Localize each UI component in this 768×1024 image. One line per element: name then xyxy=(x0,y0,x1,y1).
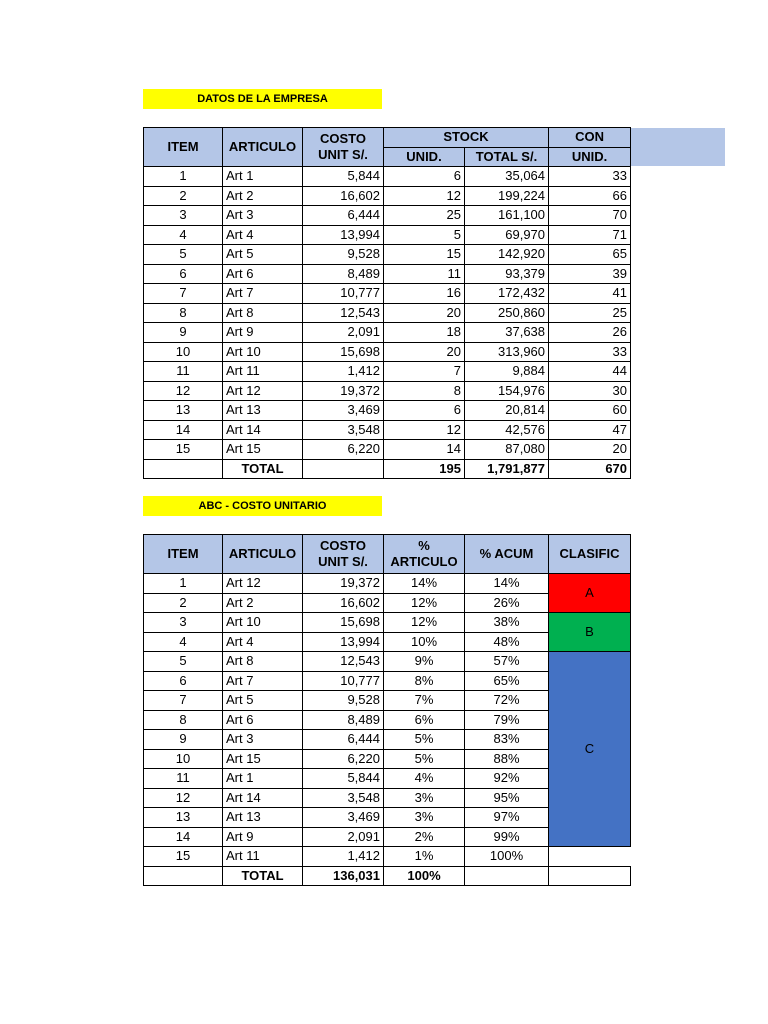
cell-item: 4 xyxy=(144,225,223,245)
cell-articulo: Art 4 xyxy=(223,225,303,245)
cell-item: 12 xyxy=(144,788,223,808)
cell-stock-unid: 6 xyxy=(384,401,465,421)
header-clasific: CLASIFIC xyxy=(549,535,631,574)
cell-pct-articulo: 2% xyxy=(384,827,465,847)
cell-costo: 6,220 xyxy=(303,749,384,769)
header-costo: COSTO UNIT S/. xyxy=(303,128,384,167)
cell-costo: 12,543 xyxy=(303,652,384,672)
cell-articulo: Art 2 xyxy=(223,593,303,613)
cell-empty xyxy=(144,459,223,479)
cell-acum: 92% xyxy=(465,769,549,789)
cell-pct-articulo: 10% xyxy=(384,632,465,652)
cell-costo: 12,543 xyxy=(303,303,384,323)
cell-articulo: Art 14 xyxy=(223,788,303,808)
cell-stock-total: 42,576 xyxy=(465,420,549,440)
cell-con-unid: 20 xyxy=(549,440,631,460)
total-total: 1,791,877 xyxy=(465,459,549,479)
cell-pct-articulo: 12% xyxy=(384,613,465,633)
header-articulo: ARTICULO xyxy=(223,128,303,167)
cell-pct-articulo: 3% xyxy=(384,788,465,808)
cell-acum: 97% xyxy=(465,808,549,828)
cell-con-unid: 65 xyxy=(549,245,631,265)
cell-articulo: Art 7 xyxy=(223,671,303,691)
cell-costo: 2,091 xyxy=(303,323,384,343)
table-row xyxy=(144,323,631,343)
cell-acum: 88% xyxy=(465,749,549,769)
cell-item: 1 xyxy=(144,574,223,594)
cell-stock-total: 250,860 xyxy=(465,303,549,323)
table-row xyxy=(144,362,631,382)
cell-item: 9 xyxy=(144,323,223,343)
cell-stock-total: 199,224 xyxy=(465,186,549,206)
cell-pct-articulo: 5% xyxy=(384,730,465,750)
cell-stock-total: 87,080 xyxy=(465,440,549,460)
cell-articulo: Art 9 xyxy=(223,827,303,847)
cell-con-unid: 33 xyxy=(549,167,631,187)
cell-pct-articulo: 7% xyxy=(384,691,465,711)
datos-empresa-table xyxy=(143,127,631,479)
header-stock: STOCK xyxy=(384,128,549,148)
cell-item: 3 xyxy=(144,206,223,226)
table-row xyxy=(144,381,631,401)
cell-con-unid: 33 xyxy=(549,342,631,362)
cell-con-unid: 41 xyxy=(549,284,631,304)
cell-articulo: Art 10 xyxy=(223,613,303,633)
total-con-unid: 670 xyxy=(549,459,631,479)
cell-costo: 19,372 xyxy=(303,381,384,401)
cell-acum: 83% xyxy=(465,730,549,750)
cell-articulo: Art 9 xyxy=(223,323,303,343)
cell-articulo: Art 2 xyxy=(223,186,303,206)
cell-empty xyxy=(549,866,631,886)
table-row xyxy=(144,342,631,362)
cell-stock-total: 142,920 xyxy=(465,245,549,265)
cell-costo: 19,372 xyxy=(303,574,384,594)
cell-item: 3 xyxy=(144,613,223,633)
cell-item: 11 xyxy=(144,769,223,789)
cell-empty xyxy=(465,866,549,886)
cell-con-unid: 66 xyxy=(549,186,631,206)
cell-acum: 99% xyxy=(465,827,549,847)
cell-pct-articulo: 14% xyxy=(384,574,465,594)
header-acum: % ACUM xyxy=(465,535,549,574)
cell-stock-unid: 6 xyxy=(384,167,465,187)
cell-con-unid: 44 xyxy=(549,362,631,382)
cell-articulo: Art 3 xyxy=(223,730,303,750)
cell-stock-unid: 12 xyxy=(384,420,465,440)
header-item: ITEM xyxy=(144,128,223,167)
cell-stock-total: 20,814 xyxy=(465,401,549,421)
class-cell-c: C xyxy=(549,652,631,847)
total-row xyxy=(144,459,631,479)
cell-acum: 79% xyxy=(465,710,549,730)
cell-costo: 15,698 xyxy=(303,342,384,362)
cell-articulo: Art 5 xyxy=(223,691,303,711)
cell-acum: 72% xyxy=(465,691,549,711)
cell-costo: 6,444 xyxy=(303,730,384,750)
cell-costo: 5,844 xyxy=(303,769,384,789)
cell-articulo: Art 7 xyxy=(223,284,303,304)
cell-item: 14 xyxy=(144,827,223,847)
cell-pct-articulo: 8% xyxy=(384,671,465,691)
abc-costo-table xyxy=(143,534,631,886)
cell-con-unid: 70 xyxy=(549,206,631,226)
cell-item: 10 xyxy=(144,342,223,362)
cell-item: 13 xyxy=(144,401,223,421)
cell-item: 14 xyxy=(144,420,223,440)
cell-item: 4 xyxy=(144,632,223,652)
table-row xyxy=(144,613,631,633)
cell-stock-total: 35,064 xyxy=(465,167,549,187)
cell-articulo: Art 12 xyxy=(223,574,303,594)
cell-stock-unid: 7 xyxy=(384,362,465,382)
table-row xyxy=(144,401,631,421)
cell-stock-unid: 20 xyxy=(384,303,465,323)
cell-con-unid: 39 xyxy=(549,264,631,284)
cell-item: 15 xyxy=(144,440,223,460)
cell-con-unid: 25 xyxy=(549,303,631,323)
cell-articulo: Art 8 xyxy=(223,303,303,323)
header-con-unid: UNID. xyxy=(549,147,631,167)
cell-stock-unid: 18 xyxy=(384,323,465,343)
class-cell-a: A xyxy=(549,574,631,613)
cell-stock-unid: 5 xyxy=(384,225,465,245)
con-header-extension xyxy=(629,128,725,166)
cell-item: 13 xyxy=(144,808,223,828)
cell-item: 5 xyxy=(144,245,223,265)
cell-articulo: Art 15 xyxy=(223,749,303,769)
cell-stock-unid: 12 xyxy=(384,186,465,206)
cell-costo: 9,528 xyxy=(303,691,384,711)
table-row xyxy=(144,186,631,206)
total-unid: 195 xyxy=(384,459,465,479)
cell-costo: 13,994 xyxy=(303,225,384,245)
header-pct-articulo: % ARTICULO xyxy=(384,535,465,574)
total-label: TOTAL xyxy=(223,459,303,479)
cell-item: 11 xyxy=(144,362,223,382)
table-row xyxy=(144,847,631,867)
cell-articulo: Art 14 xyxy=(223,420,303,440)
cell-item: 9 xyxy=(144,730,223,750)
cell-acum: 26% xyxy=(465,593,549,613)
cell-item: 15 xyxy=(144,847,223,867)
table-row xyxy=(144,245,631,265)
cell-acum: 65% xyxy=(465,671,549,691)
cell-costo: 8,489 xyxy=(303,264,384,284)
cell-item: 12 xyxy=(144,381,223,401)
total-row xyxy=(144,866,631,886)
cell-costo: 16,602 xyxy=(303,593,384,613)
cell-stock-total: 172,432 xyxy=(465,284,549,304)
cell-stock-unid: 16 xyxy=(384,284,465,304)
cell-con-unid: 26 xyxy=(549,323,631,343)
section2-banner: ABC - COSTO UNITARIO xyxy=(143,496,382,516)
cell-acum: 95% xyxy=(465,788,549,808)
table-row xyxy=(144,652,631,672)
cell-pct-articulo: 1% xyxy=(384,847,465,867)
cell-pct-articulo: 6% xyxy=(384,710,465,730)
cell-stock-unid: 14 xyxy=(384,440,465,460)
cell-articulo: Art 4 xyxy=(223,632,303,652)
cell-costo: 3,469 xyxy=(303,808,384,828)
cell-stock-unid: 8 xyxy=(384,381,465,401)
cell-articulo: Art 5 xyxy=(223,245,303,265)
cell-item: 2 xyxy=(144,186,223,206)
total-label: TOTAL xyxy=(223,866,303,886)
cell-stock-unid: 11 xyxy=(384,264,465,284)
header-articulo: ARTICULO xyxy=(223,535,303,574)
cell-con-unid: 71 xyxy=(549,225,631,245)
cell-costo: 1,412 xyxy=(303,362,384,382)
cell-costo: 10,777 xyxy=(303,671,384,691)
cell-costo: 16,602 xyxy=(303,186,384,206)
table-row xyxy=(144,225,631,245)
header-stock-total: TOTAL S/. xyxy=(465,147,549,167)
cell-item: 8 xyxy=(144,303,223,323)
cell-articulo: Art 15 xyxy=(223,440,303,460)
cell-articulo: Art 11 xyxy=(223,847,303,867)
cell-stock-total: 93,379 xyxy=(465,264,549,284)
cell-costo: 10,777 xyxy=(303,284,384,304)
cell-articulo: Art 6 xyxy=(223,710,303,730)
table-row xyxy=(144,303,631,323)
cell-articulo: Art 1 xyxy=(223,769,303,789)
header-stock-unid: UNID. xyxy=(384,147,465,167)
cell-acum: 57% xyxy=(465,652,549,672)
cell-empty xyxy=(303,459,384,479)
cell-articulo: Art 8 xyxy=(223,652,303,672)
cell-articulo: Art 12 xyxy=(223,381,303,401)
cell-con-unid: 60 xyxy=(549,401,631,421)
cell-costo: 2,091 xyxy=(303,827,384,847)
cell-articulo: Art 3 xyxy=(223,206,303,226)
cell-articulo: Art 13 xyxy=(223,808,303,828)
cell-item: 8 xyxy=(144,710,223,730)
cell-stock-unid: 25 xyxy=(384,206,465,226)
cell-item: 2 xyxy=(144,593,223,613)
header-con: CON xyxy=(549,128,631,148)
table-row xyxy=(144,284,631,304)
cell-stock-total: 9,884 xyxy=(465,362,549,382)
cell-acum: 100% xyxy=(465,847,549,867)
cell-pct-articulo: 4% xyxy=(384,769,465,789)
table-row xyxy=(144,420,631,440)
cell-acum: 48% xyxy=(465,632,549,652)
cell-costo: 15,698 xyxy=(303,613,384,633)
cell-stock-total: 154,976 xyxy=(465,381,549,401)
cell-item: 7 xyxy=(144,284,223,304)
table-row xyxy=(144,574,631,594)
table-row xyxy=(144,440,631,460)
cell-item: 6 xyxy=(144,264,223,284)
cell-item: 6 xyxy=(144,671,223,691)
total-costo: 136,031 xyxy=(303,866,384,886)
cell-item: 7 xyxy=(144,691,223,711)
cell-costo: 8,489 xyxy=(303,710,384,730)
table-row xyxy=(144,206,631,226)
cell-item: 10 xyxy=(144,749,223,769)
cell-pct-articulo: 12% xyxy=(384,593,465,613)
cell-costo: 9,528 xyxy=(303,245,384,265)
cell-articulo: Art 6 xyxy=(223,264,303,284)
cell-item: 5 xyxy=(144,652,223,672)
cell-item: 1 xyxy=(144,167,223,187)
cell-costo: 3,548 xyxy=(303,788,384,808)
cell-stock-total: 161,100 xyxy=(465,206,549,226)
cell-pct-articulo: 5% xyxy=(384,749,465,769)
cell-stock-total: 313,960 xyxy=(465,342,549,362)
cell-pct-articulo: 3% xyxy=(384,808,465,828)
cell-articulo: Art 11 xyxy=(223,362,303,382)
cell-costo: 3,469 xyxy=(303,401,384,421)
cell-costo: 6,444 xyxy=(303,206,384,226)
cell-pct-articulo: 9% xyxy=(384,652,465,672)
class-cell-b: B xyxy=(549,613,631,652)
cell-articulo: Art 13 xyxy=(223,401,303,421)
cell-articulo: Art 10 xyxy=(223,342,303,362)
cell-empty xyxy=(144,866,223,886)
cell-costo: 1,412 xyxy=(303,847,384,867)
cell-stock-unid: 20 xyxy=(384,342,465,362)
cell-acum: 38% xyxy=(465,613,549,633)
cell-costo: 5,844 xyxy=(303,167,384,187)
cell-acum: 14% xyxy=(465,574,549,594)
cell-articulo: Art 1 xyxy=(223,167,303,187)
header-costo: COSTO UNIT S/. xyxy=(303,535,384,574)
cell-con-unid: 30 xyxy=(549,381,631,401)
cell-costo: 3,548 xyxy=(303,420,384,440)
cell-con-unid: 47 xyxy=(549,420,631,440)
cell-stock-unid: 15 xyxy=(384,245,465,265)
table-row xyxy=(144,264,631,284)
cell-costo: 6,220 xyxy=(303,440,384,460)
section1-banner: DATOS DE LA EMPRESA xyxy=(143,89,382,109)
cell-stock-total: 69,970 xyxy=(465,225,549,245)
header-item: ITEM xyxy=(144,535,223,574)
cell-stock-total: 37,638 xyxy=(465,323,549,343)
table-row xyxy=(144,167,631,187)
cell-costo: 13,994 xyxy=(303,632,384,652)
total-pct: 100% xyxy=(384,866,465,886)
